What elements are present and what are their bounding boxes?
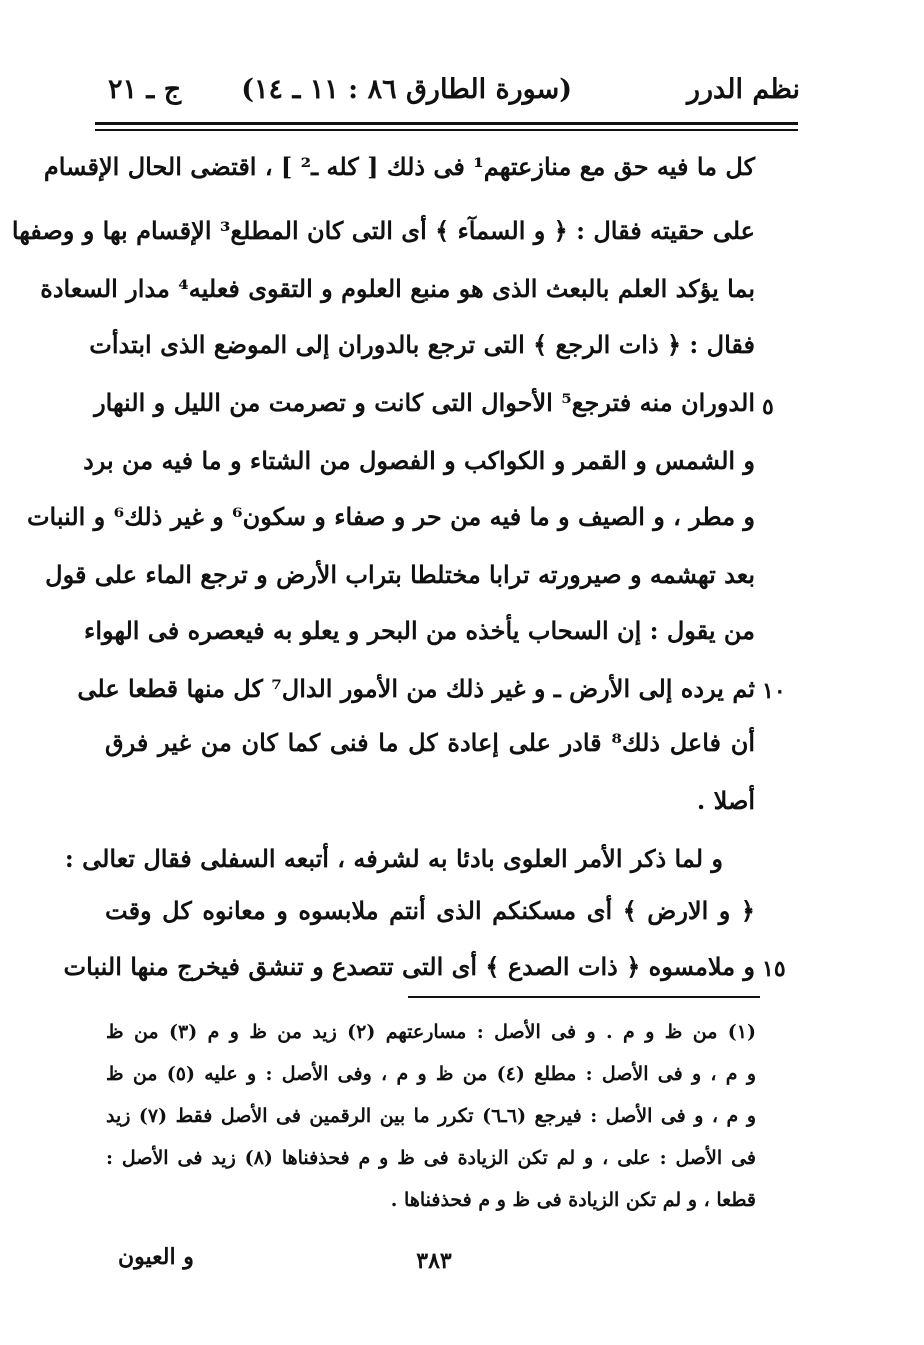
text-line: و الشمس و القمر و الكواكب و الفصول من الشتاء و ما فيه من برد bbox=[83, 446, 755, 475]
text-line: أن فاعل ذلك⁸ قادر على إعادة كل ما فنى كما كان من غير فرق bbox=[105, 728, 756, 757]
footnote-line: فى الأصل : على ، و لم تكن الزيادة فى ظ و م فحذفناها (٨) زيد فى الأصل : bbox=[106, 1147, 756, 1169]
line-number: ١٠ bbox=[762, 678, 786, 704]
text-line: و ملامسوه ﴿ ذات الصدع ﴾ أى التى تتصدع و تنشق فيخرج منها النبات bbox=[63, 952, 755, 981]
text-line: أصلا . bbox=[696, 786, 755, 815]
footnote-line: و م ، و فى الأصل : مطلع (٤) من ظ و م ، وفى الأصل : و عليه (٥) من ظ bbox=[106, 1063, 756, 1085]
text-line: على حقيته فقال : ﴿ و السمآء ﴾ أى التى كان المطلع³ الإقسام بها و وصفها bbox=[11, 216, 755, 245]
running-header bbox=[100, 74, 800, 118]
footnote-rule bbox=[408, 996, 760, 998]
page-number: ٣٨٣ bbox=[416, 1248, 452, 1274]
footnote-line: (١) من ظ و م . و فى الأصل : مسارعتهم (٢) زيد من ظ و م (٣) من ظ bbox=[106, 1021, 756, 1043]
header-rule-thick bbox=[95, 122, 798, 125]
surah-reference: (سورة الطارق ٨٦ : ١١ ـ ١٤) bbox=[241, 74, 572, 105]
text-line: الدوران منه فترجع⁵ الأحوال التى كانت و تصرمت من الليل و النهار bbox=[94, 388, 755, 417]
text-line: بما يؤكد العلم بالبعث الذى هو منبع العلوم و التقوى فعليه⁴ مدار السعادة bbox=[40, 274, 755, 303]
catchword: و العيون bbox=[118, 1244, 194, 1270]
volume-number: ج ـ ٢١ bbox=[108, 74, 182, 105]
book-title: نظم الدرر bbox=[686, 74, 800, 105]
text-line: من يقول : إن السحاب يأخذه من البحر و يعلو به فيعصره فى الهواء bbox=[84, 616, 755, 645]
footnote-line: قطعا ، و لم تكن الزيادة فى ظ و م فحذفناها . bbox=[390, 1189, 756, 1211]
text-line: ﴿ و الارض ﴾ أى مسكنكم الذى أنتم ملابسوه و معانوه كل وقت bbox=[105, 896, 755, 925]
footnote-line: و م ، و فى الأصل : فيرجع (٦ـ٦) تكرر ما بين الرقمين فى الأصل فقط (٧) زيد bbox=[106, 1105, 756, 1127]
text-line: و مطر ، و الصيف و ما فيه من حر و صفاء و سكون⁶ و غير ذلك⁶ و النبات bbox=[26, 502, 755, 531]
text-line: فقال : ﴿ ذات الرجع ﴾ التى ترجع بالدوران إلى الموضع الذى ابتدأت bbox=[89, 330, 755, 359]
text-line: و لما ذكر الأمر العلوى بادئا به لشرفه ، أتبعه السفلى فقال تعالى : bbox=[64, 844, 723, 873]
line-number: ٥ bbox=[762, 394, 774, 420]
header-rule-thin bbox=[95, 129, 798, 131]
text-line: كل ما فيه حق مع منازعتهم¹ فى ذلك [ كله ـ² ] ، اقتضى الحال الإقسام bbox=[43, 152, 755, 181]
line-number: ١٥ bbox=[762, 956, 786, 982]
text-line: ثم يرده إلى الأرض ـ و غير ذلك من الأمور الدال⁷ كل منها قطعا على bbox=[77, 674, 755, 703]
text-line: بعد تهشمه و صيرورته ترابا مختلطا بتراب الأرض و ترجع الماء على قول bbox=[45, 560, 755, 589]
